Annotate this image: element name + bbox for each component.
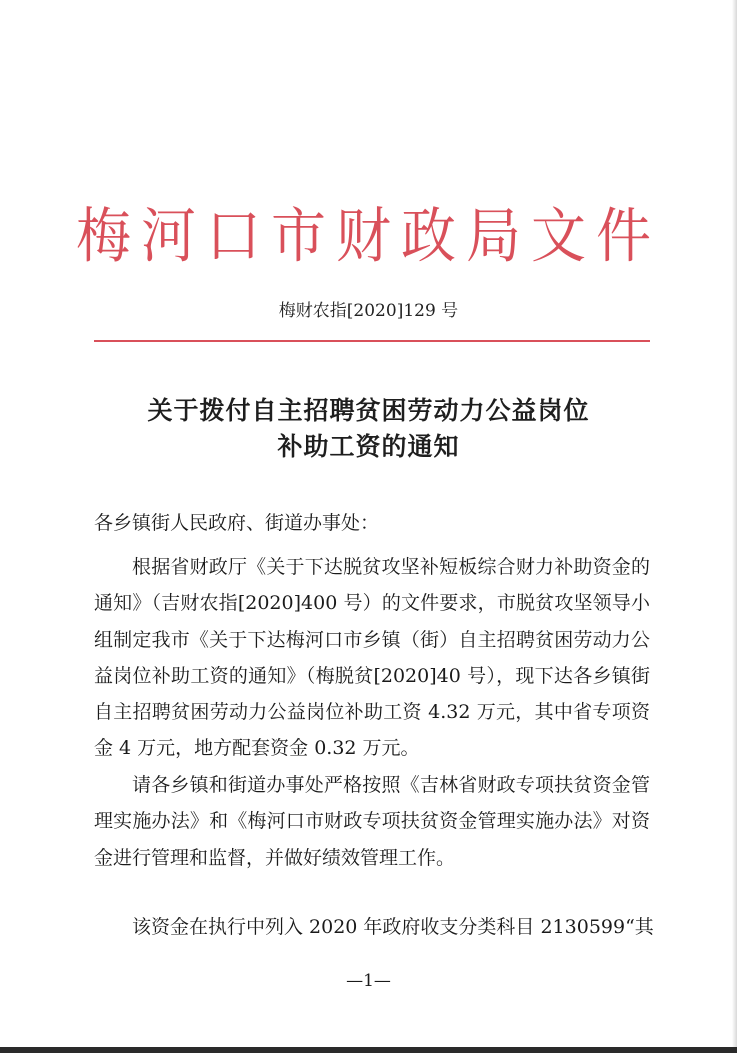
scan-edge-bottom (0, 1047, 737, 1053)
notice-title-line-1: 关于拨付自主招聘贫困劳动力公益岗位 (147, 396, 590, 425)
agency-header-title: 梅河口市财政局文件 (75, 201, 661, 271)
page-number: —1— (346, 971, 391, 991)
body-paragraph-3: 该资金在执行中列入 2020 年政府收支分类科目 2130599“其 (132, 916, 654, 938)
body-paragraph-2: 请各乡镇和街道办事处严格按照《吉林省财政专项扶贫资金管理实施办法》和《梅河口市财政专项扶贫资金管理实施办法》对资金进行管理和监督，并做好绩效管理工作。 (94, 774, 650, 869)
red-divider-line (94, 340, 650, 342)
salutation: 各乡镇街人民政府、街道办事处： (94, 512, 380, 534)
document-number: 梅财农指[2020]129 号 (278, 301, 459, 321)
scan-edge-right (732, 0, 737, 1053)
body-paragraph-1: 根据省财政厅《关于下达脱贫攻坚补短板综合财力补助资金的通知》（吉财农指[2020]400 号）的文件要求，市脱贫攻坚领导小组制定我市《关于下达梅河口市乡镇（街）自主招聘贫困劳动力公益岗位补助工资的通知》（梅脱贫[2020]40 号），现下达各乡镇街自主招聘贫困劳动力公益岗位补助工资 4.32 万元，其中省专项资金 4 万元，地方配套资金 0.32 万元。 (94, 556, 650, 760)
notice-title-line-2: 补助工资的通知 (277, 432, 460, 461)
